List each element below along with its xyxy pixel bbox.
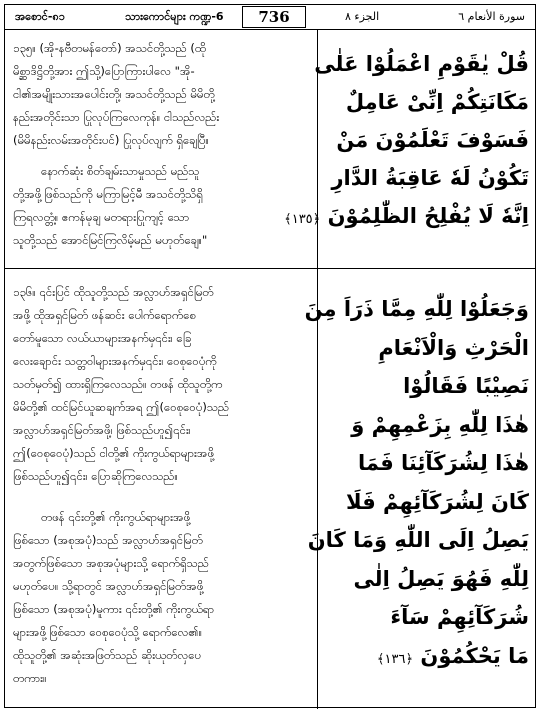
arabic-line: نَصِيْبًا فَقَالُوْا xyxy=(403,374,529,398)
page-number: 736 xyxy=(242,6,306,28)
ayah-number: ١٣٦ xyxy=(384,651,406,667)
myanmar-line: အလ္လာဟ်အရှင်မြတ်အဖို့၊ ဖြစ်သည်ဟူ၍၎င်း၊ xyxy=(13,423,191,437)
myanmar-line: တဖန် ၎င်းတို့၏ ကိုးကွယ်ရာများအဖို့ xyxy=(41,510,191,524)
arabic-line: تَكُوْنُ لَهٗ عَاقِبَةُ الدَّارِ xyxy=(331,166,529,190)
myanmar-line: လေးချောင်း သတ္တဝါများအနက်မှ၎င်း၊ ဝေစုဝေပုံကို xyxy=(13,354,217,368)
arabic-line: لِلّٰهِ فَهُوَ يَصِلُ اِلٰى xyxy=(353,566,529,591)
arabic-line xyxy=(284,197,529,235)
myanmar-line: များအဖို့ဖြစ်သော ဝေစုဝေပုံသို့ ရောက်လေ၏။ xyxy=(13,625,203,639)
section-divider xyxy=(5,268,535,269)
myanmar-line: မိမိတို့၏ ထင်မြင်ယူဆချက်အရ ဤ(ဝေစုဝေပုံ)သည် xyxy=(13,400,230,414)
column-divider xyxy=(317,29,318,709)
ayah-number-mark: ﴿١٣٥﴾ xyxy=(284,212,321,227)
arabic-line: كَانَ لِشُرَكَآئِهِمْ فَلَا xyxy=(346,489,529,514)
arabic-line xyxy=(323,637,529,676)
myanmar-verse-135 xyxy=(13,37,313,252)
myanmar-line: ဖြစ်သော (အစုအပုံ)မူကား ၎င်းတို့၏ ကိုးကွယ်ရာ xyxy=(13,602,215,616)
myanmar-line: ဤ(ဝေစုဝေပုံ)သည် ငါတို့၏ ကိုးကွယ်ရာများအဖို့ xyxy=(13,446,215,460)
myanmar-line: သတ်မှတ်၍ ထားရှိကြလေသည်။ တဖန် ထိုသူတို့က xyxy=(13,377,223,391)
arabic-line: وَجَعَلُوْا لِلّٰهِ مِمَّا ذَرَاَ مِنَ xyxy=(304,297,529,321)
myanmar-line: တို့အဖို့ဖြစ်သည်ကို မကြာမြင့်မီ အသင်တို့သိရှိ xyxy=(13,187,203,201)
arabic-line: مَكَانَتِكُمْ اِنِّىْ عَامِلٌ xyxy=(345,90,529,114)
myanmar-line: ဖြစ်သည်ဟူ၍၎င်း၊ ပြောဆိုကြလေသည်။ xyxy=(13,469,178,483)
myanmar-line: အဖို့ ထိုအရှင်မြတ် ဖန်ဆင်း ပေါက်ရောက်စေ xyxy=(13,308,196,322)
surah-label: سورة الأنعام ٦ xyxy=(458,10,525,23)
myanmar-line: ထိုသူတို့၏ အဆုံးအဖြတ်သည် ဆိုးယုတ်လှပေ xyxy=(13,648,202,662)
myanmar-line: ၁၃၆။ ၎င်းပြင် ထိုသူတို့သည် အလ္လာဟ်အရှင်မြတ် xyxy=(13,285,214,299)
juz-label: الجزء ٨ xyxy=(345,10,380,23)
arabic-line: فَسَوْفَ تَعْلَمُوْنَ مَنْ xyxy=(336,128,529,152)
arabic-line-text: اِنَّهٗ لَا يُفْلِحُ الظّٰلِمُوْنَ xyxy=(327,204,529,228)
arabic-verse-136 xyxy=(304,290,529,675)
arabic-line: هٰذَا لِلّٰهِ بِزَعْمِهِمْ وَ xyxy=(351,412,529,437)
arabic-line: يَصِلُ اِلَى اللّٰهِ وَمَا كَانَ xyxy=(307,528,529,552)
myanmar-line: မိစ္ဆာဒိဋ္ဌိတို့အား ဤသို့)ပြောကြားပါလေ "အို- xyxy=(13,64,195,78)
arabic-line: هٰذَا لِشُرَكَآئِنَا فَمَا xyxy=(358,451,529,475)
myanmar-line: ငါ၏အမျိုးသားအပေါင်းတို့၊ အသင်တို့သည် မိမိတို့ xyxy=(13,87,215,101)
myanmar-line: တကား။ xyxy=(13,671,47,685)
myanmar-line: တော်မူသော လယ်ယာများအနက်မှ၎င်း၊ ခြေ xyxy=(13,331,192,345)
header-left-label: အစောင်-၈၁ xyxy=(15,10,65,23)
page-header xyxy=(5,5,535,30)
page-frame xyxy=(4,4,536,708)
ayah-number: ١٣٥ xyxy=(291,212,313,227)
myanmar-line: ၁၃၅။ (အို-နဗီတမန်တော်) အသင်တို့သည် (ထို xyxy=(13,41,207,55)
myanmar-line: ကြရလတ္တံ့။ ဧကန်မုချ မတရားပြုကျင့် သော xyxy=(13,210,190,224)
arabic-verse-135 xyxy=(284,45,529,235)
myanmar-line: အတွက်ဖြစ်သော အစုအပုံများသို့ ရောက်ရှိသည် xyxy=(13,556,209,570)
arabic-line: شُرَكَآئِهِمْ سَآءَ xyxy=(390,605,529,629)
myanmar-line: ဖြစ်သော (အစုအပုံ)သည် အလ္လာဟ်အရှင်မြတ် xyxy=(13,533,203,547)
myanmar-line: သူတို့သည် အောင်မြင်ကြလိမ့်မည် မဟုတ်ချေ။" xyxy=(13,233,208,247)
arabic-line: قُلْ يٰقَوْمِ اعْمَلُوْا عَلٰى xyxy=(314,52,529,76)
myanmar-line: နောက်ဆုံး စိတ်ချမ်းသာမှုသည် မည်သူ xyxy=(41,164,200,178)
myanmar-verse-136 xyxy=(13,281,313,690)
myanmar-line: မဟုတ်ပေ။ သို့ရာတွင် အလ္လာဟ်အရှင်မြတ်အဖို့ xyxy=(13,579,204,593)
myanmar-line: (မိမိနည်းလမ်းအတိုင်းပင်) ပြုလုပ်လျက် ရှိချေပြီ။ xyxy=(13,133,210,147)
header-center-label: သားကောင်များ ကဏ္ဍ-6 xyxy=(125,10,224,23)
myanmar-line: နည်းအတိုင်းသာ ပြုလုပ်ကြလေကုန်။ ငါသည်လည်း xyxy=(13,110,220,124)
arabic-line: الْحَرْثِ وَالْاَنْعَامِ xyxy=(378,335,529,360)
ayah-number-mark: ﴿١٣٦﴾ xyxy=(376,651,414,667)
arabic-line-text: مَا يَحْكُمُوْنَ xyxy=(420,643,529,668)
